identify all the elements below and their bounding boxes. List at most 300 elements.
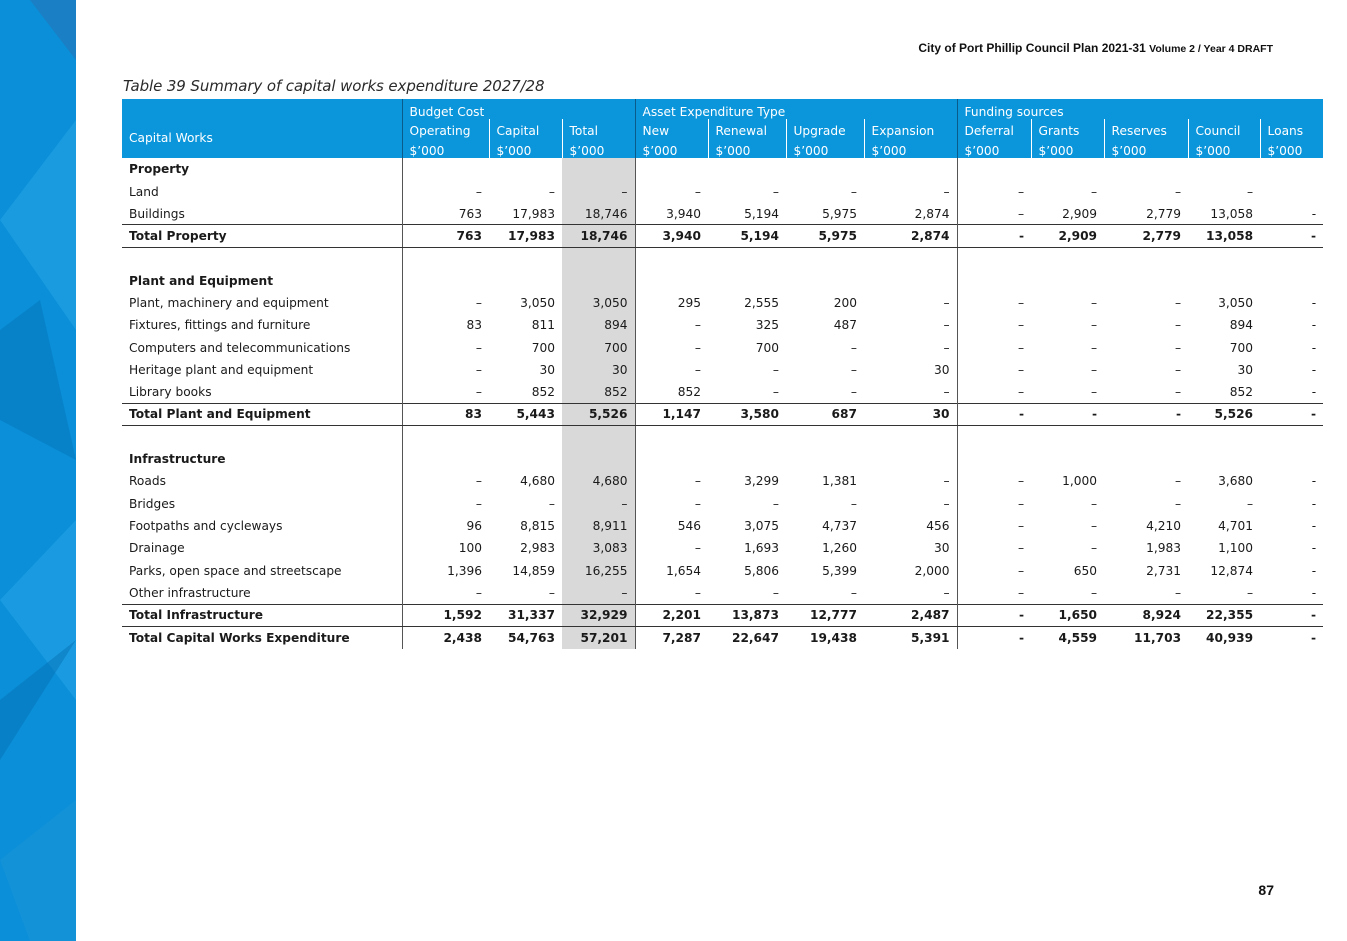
cell-value: – — [957, 359, 1031, 381]
cell-value: 31,337 — [489, 604, 562, 626]
row-label: Other infrastructure — [129, 585, 251, 600]
row-label: Drainage — [129, 541, 185, 556]
header-blank — [122, 99, 402, 119]
header-col-name: Upgrade — [786, 119, 864, 139]
cell-value: 30 — [934, 541, 950, 556]
cell-value: – — [943, 474, 950, 489]
cell-value: 16,255 — [562, 559, 635, 581]
row-label: Heritage plant and equipment — [129, 362, 314, 377]
cell-value: – — [1174, 362, 1182, 377]
cell-value: – — [1246, 585, 1254, 600]
cell-value: – — [402, 359, 489, 381]
cell-value: – — [635, 336, 708, 358]
row-label: Bridges — [129, 496, 176, 511]
cell-value: 295 — [635, 292, 708, 314]
table-row — [122, 537, 1323, 559]
cell-value — [786, 426, 864, 448]
row-label: Buildings — [129, 206, 185, 221]
cell-value: 18,746 — [562, 203, 635, 225]
cell-value: 30 — [539, 362, 555, 377]
cell-value: 700 — [531, 340, 555, 355]
cell-value: 200 — [833, 295, 857, 310]
cell-value: 2,731 — [1146, 563, 1182, 578]
header-col-name: Total — [562, 119, 635, 139]
table-row — [122, 381, 1323, 403]
cell-value: 1,650 — [1031, 604, 1104, 626]
cell-value — [1260, 158, 1323, 180]
cell-value: 4,680 — [520, 474, 555, 489]
cell-value: 811 — [531, 318, 555, 333]
cell-value: – — [957, 336, 1031, 358]
cell-value — [1188, 448, 1260, 470]
cell-value: - — [957, 403, 1031, 425]
row-label: Infrastructure — [129, 452, 226, 467]
table-row — [122, 336, 1323, 358]
cell-value: 11,703 — [1134, 630, 1182, 645]
cell-value — [864, 426, 957, 448]
cell-value: – — [1174, 184, 1182, 199]
table-body — [122, 158, 1323, 649]
cell-value: 2,983 — [520, 541, 555, 556]
cell-value: 2,487 — [864, 604, 957, 626]
cell-value — [489, 270, 562, 292]
cell-value: 852 — [1229, 384, 1254, 399]
cell-value — [957, 270, 1031, 292]
cell-value: 687 — [786, 403, 864, 425]
cell-value — [402, 448, 489, 470]
cell-value: 30 — [1237, 362, 1254, 377]
total-row — [122, 604, 1323, 626]
cell-value: 700 — [562, 336, 635, 358]
cell-value: 546 — [635, 515, 708, 537]
cell-value: – — [1090, 362, 1098, 377]
cell-value: – — [1174, 295, 1182, 310]
cell-value: 1,381 — [822, 474, 857, 489]
header-col-unit: $’000 — [864, 138, 957, 158]
cell-value: 1,100 — [1218, 541, 1254, 556]
cell-value: – — [635, 359, 708, 381]
cell-value — [489, 247, 562, 269]
cell-value: – — [850, 496, 857, 511]
cell-value: 57,201 — [562, 626, 635, 648]
row-label: Parks, open space and streetscape — [129, 563, 342, 578]
cell-value: - — [1311, 362, 1317, 377]
cell-value: 1,396 — [402, 559, 489, 581]
cell-value: 1,260 — [822, 541, 857, 556]
cell-value — [1260, 448, 1323, 470]
cell-value: – — [1174, 496, 1182, 511]
cell-value: 325 — [755, 318, 779, 333]
cell-value — [562, 448, 635, 470]
cell-value: 700 — [755, 340, 779, 355]
cell-value: 3,050 — [520, 295, 555, 310]
cell-value: 54,763 — [507, 630, 555, 645]
cell-value: - — [1311, 630, 1317, 645]
cell-value: 1,592 — [402, 604, 489, 626]
cell-value: – — [957, 180, 1031, 202]
cell-value: 22,355 — [1188, 604, 1260, 626]
cell-value: 5,526 — [562, 403, 635, 425]
cell-value: – — [402, 292, 489, 314]
cell-value: 2,779 — [1146, 206, 1182, 221]
cell-value: 12,777 — [786, 604, 864, 626]
cell-value: – — [402, 582, 489, 604]
cell-value: 852 — [562, 381, 635, 403]
cell-value: 30 — [934, 362, 950, 377]
cell-value: 2,000 — [914, 563, 950, 578]
header-col-name: Loans — [1260, 119, 1323, 139]
cell-value: 3,050 — [1218, 295, 1254, 310]
row-label: Plant and Equipment — [129, 273, 274, 288]
cell-value: – — [548, 585, 555, 600]
cell-value: 8,924 — [1104, 604, 1188, 626]
cell-value — [957, 426, 1031, 448]
cell-value: 3,940 — [635, 225, 708, 247]
cell-value: – — [850, 340, 857, 355]
cell-value: – — [402, 180, 489, 202]
cell-value: 14,859 — [512, 563, 555, 578]
cell-value: - — [1311, 295, 1317, 310]
cell-value: 5,975 — [786, 225, 864, 247]
cell-value — [708, 448, 786, 470]
row-label: Total Infrastructure — [122, 604, 402, 626]
cell-value: – — [957, 515, 1031, 537]
cell-value: – — [772, 585, 779, 600]
cell-value: – — [772, 362, 779, 377]
cell-value: – — [943, 496, 950, 511]
cell-value: – — [1090, 518, 1098, 533]
capital-works-table — [122, 99, 1323, 649]
cell-value: - — [1311, 206, 1317, 221]
cell-value — [1031, 448, 1104, 470]
cell-value: 17,983 — [512, 206, 555, 221]
header-col-name: Grants — [1031, 119, 1104, 139]
header-col-unit: $’000 — [708, 138, 786, 158]
cell-value — [402, 247, 489, 269]
cell-value: 7,287 — [635, 626, 708, 648]
table-row — [122, 359, 1323, 381]
header-col-unit: $’000 — [1031, 138, 1104, 158]
cell-value: 2,909 — [1031, 225, 1104, 247]
row-label: Computers and telecommunications — [129, 340, 351, 355]
header-col-name: Expansion — [864, 119, 957, 139]
cell-value: – — [943, 340, 950, 355]
cell-value: – — [1246, 496, 1254, 511]
cell-value: – — [562, 180, 635, 202]
cell-value: 30 — [864, 403, 957, 425]
cell-value: 13,058 — [1188, 225, 1260, 247]
cell-value: - — [1311, 384, 1317, 399]
cell-value: – — [635, 537, 708, 559]
header-col-name: Deferral — [957, 119, 1031, 139]
cell-value: - — [1260, 403, 1323, 425]
cell-value: - — [1260, 604, 1323, 626]
cell-value — [402, 158, 489, 180]
row-label: Land — [129, 184, 159, 199]
cell-value: - — [1311, 585, 1317, 600]
cell-value: 894 — [562, 314, 635, 336]
table-row — [122, 493, 1323, 515]
header-col-unit: $’000 — [957, 138, 1031, 158]
cell-value: - — [1104, 403, 1188, 425]
cell-value: 2,874 — [914, 206, 950, 221]
cell-value: 2,555 — [744, 295, 779, 310]
cell-value — [708, 158, 786, 180]
cell-value: – — [850, 184, 857, 199]
cell-value: 18,746 — [562, 225, 635, 247]
cell-value: – — [1174, 340, 1182, 355]
cell-value: – — [635, 582, 708, 604]
cell-value: 3,299 — [744, 474, 779, 489]
table-group-header-row — [122, 99, 1323, 119]
cell-value: – — [850, 384, 857, 399]
table-row — [122, 314, 1323, 336]
cell-value: – — [548, 184, 555, 199]
cell-value — [864, 448, 957, 470]
cell-value: – — [402, 381, 489, 403]
cell-value — [635, 426, 708, 448]
cell-value — [1260, 180, 1323, 202]
cell-value: 13,873 — [708, 604, 786, 626]
cell-value: 487 — [833, 318, 857, 333]
cell-value — [489, 426, 562, 448]
cell-value: 2,779 — [1104, 225, 1188, 247]
cell-value: – — [957, 381, 1031, 403]
cell-value — [1188, 270, 1260, 292]
side-band-pattern — [0, 0, 76, 941]
cell-value: – — [635, 493, 708, 515]
cell-value: – — [957, 292, 1031, 314]
cell-value: – — [943, 585, 950, 600]
cell-value: – — [402, 493, 489, 515]
cell-value — [1031, 426, 1104, 448]
cell-value: 4,701 — [1218, 518, 1254, 533]
row-label: Total Property — [122, 225, 402, 247]
cell-value: – — [957, 470, 1031, 492]
cell-value: 4,680 — [562, 470, 635, 492]
cell-value — [562, 270, 635, 292]
cell-value: - — [1311, 318, 1317, 333]
cell-value: – — [943, 184, 950, 199]
cell-value: – — [1174, 585, 1182, 600]
cell-value — [489, 158, 562, 180]
cell-value: - — [1311, 474, 1317, 489]
header-capital-works: Capital Works — [122, 119, 402, 158]
header-group-asset: Asset Expenditure Type — [635, 99, 957, 119]
row-label: Fixtures, fittings and furniture — [129, 318, 311, 333]
cell-value: – — [1090, 384, 1098, 399]
cell-value: – — [1090, 295, 1098, 310]
cell-value: 5,391 — [910, 630, 950, 645]
header-group-budget: Budget Cost — [402, 99, 635, 119]
cell-value: – — [562, 493, 635, 515]
cell-value: – — [562, 582, 635, 604]
cell-value: 1,654 — [635, 559, 708, 581]
cell-value: – — [402, 470, 489, 492]
cell-value: 4,737 — [822, 518, 857, 533]
cell-value: 2,438 — [402, 626, 489, 648]
cell-value: 5,443 — [489, 403, 562, 425]
cell-value — [1031, 270, 1104, 292]
table-row — [122, 203, 1323, 225]
header-col-unit: $’000 — [1188, 138, 1260, 158]
table-row — [122, 559, 1323, 581]
cell-value: – — [1090, 318, 1098, 333]
cell-value — [708, 426, 786, 448]
cell-value: 96 — [402, 515, 489, 537]
cell-value — [635, 270, 708, 292]
row-label: Total Plant and Equipment — [122, 403, 402, 425]
cell-value: 5,806 — [744, 563, 779, 578]
header-col-unit: $’000 — [402, 138, 489, 158]
cell-value: – — [1174, 384, 1182, 399]
cell-value — [1188, 426, 1260, 448]
table-column-name-row — [122, 119, 1323, 139]
cell-value: – — [402, 336, 489, 358]
cell-value: 12,874 — [1210, 563, 1254, 578]
row-label: Footpaths and cycleways — [129, 518, 283, 533]
cell-value — [562, 247, 635, 269]
cell-value: - — [1311, 496, 1317, 511]
cell-value: – — [850, 362, 857, 377]
cell-value — [1260, 247, 1323, 269]
header-col-name: Capital — [489, 119, 562, 139]
cell-value: 763 — [402, 203, 489, 225]
header-col-name: New — [635, 119, 708, 139]
cell-value: – — [1174, 474, 1182, 489]
cell-value: – — [957, 582, 1031, 604]
cell-value — [708, 247, 786, 269]
cell-value: 763 — [402, 225, 489, 247]
document-header — [918, 41, 1273, 55]
cell-value: – — [635, 470, 708, 492]
cell-value: 1,147 — [635, 403, 708, 425]
cell-value — [786, 448, 864, 470]
cell-value: 17,983 — [489, 225, 562, 247]
section-heading-row — [122, 448, 1323, 470]
cell-value: 4,559 — [1058, 630, 1098, 645]
cell-value: – — [1174, 318, 1182, 333]
cell-value: – — [943, 318, 950, 333]
header-col-unit: $’000 — [1104, 138, 1188, 158]
cell-value: 13,058 — [1210, 206, 1254, 221]
cell-value: - — [957, 225, 1031, 247]
row-label — [122, 426, 402, 448]
table-title: Table 39 Summary of capital works expenditure 2027/28 — [123, 77, 545, 95]
cell-value: – — [635, 314, 708, 336]
cell-value: – — [957, 537, 1031, 559]
section-heading-row — [122, 158, 1323, 180]
cell-value: – — [772, 384, 779, 399]
cell-value — [708, 270, 786, 292]
cell-value: – — [1090, 496, 1098, 511]
cell-value — [1260, 270, 1323, 292]
cell-value: 32,929 — [562, 604, 635, 626]
cell-value — [635, 158, 708, 180]
row-label: Total Capital Works Expenditure — [129, 630, 350, 645]
cell-value — [1104, 270, 1188, 292]
cell-value: - — [1311, 518, 1317, 533]
header-col-unit: $’000 — [489, 138, 562, 158]
cell-value — [957, 158, 1031, 180]
cell-value: – — [1246, 184, 1254, 199]
section-heading-row — [122, 270, 1323, 292]
header-col-unit: $’000 — [562, 138, 635, 158]
page-number: 87 — [1258, 882, 1274, 898]
cell-value: – — [772, 496, 779, 511]
total-row — [122, 626, 1323, 648]
row-label: Property — [129, 162, 190, 177]
header-col-unit: $’000 — [635, 138, 708, 158]
cell-value: - — [1311, 563, 1317, 578]
cell-value: 3,680 — [1218, 474, 1254, 489]
document-title: City of Port Phillip Council Plan 2021-31 — [918, 41, 1146, 55]
cell-value: 30 — [562, 359, 635, 381]
cell-value: 22,647 — [731, 630, 779, 645]
table-row — [122, 515, 1323, 537]
cell-value: 5,975 — [822, 206, 857, 221]
cell-value: 8,815 — [520, 518, 555, 533]
cell-value: 700 — [1229, 340, 1254, 355]
cell-value: 5,194 — [744, 206, 779, 221]
cell-value — [1188, 158, 1260, 180]
cell-value — [1104, 247, 1188, 269]
cell-value: - — [1031, 403, 1104, 425]
cell-value — [1031, 247, 1104, 269]
cell-value — [635, 448, 708, 470]
cell-value: 1,693 — [744, 541, 779, 556]
cell-value: 2,201 — [635, 604, 708, 626]
table-row — [122, 470, 1323, 492]
document-volume: Volume 2 / Year 4 DRAFT — [1149, 43, 1273, 55]
cell-value: 4,210 — [1146, 518, 1182, 533]
cell-value — [489, 448, 562, 470]
cell-value — [1188, 247, 1260, 269]
cell-value: – — [957, 559, 1031, 581]
cell-value: – — [635, 180, 708, 202]
cell-value: 3,050 — [562, 292, 635, 314]
cell-value: – — [957, 493, 1031, 515]
cell-value: 5,194 — [708, 225, 786, 247]
cell-value: 83 — [402, 314, 489, 336]
cell-value: 1,983 — [1146, 541, 1182, 556]
cell-value: 2,874 — [864, 225, 957, 247]
cell-value — [1104, 158, 1188, 180]
header-col-unit: $’000 — [786, 138, 864, 158]
cell-value — [864, 247, 957, 269]
cell-value — [402, 270, 489, 292]
cell-value: 83 — [402, 403, 489, 425]
cell-value — [864, 270, 957, 292]
cell-value: 3,075 — [744, 518, 779, 533]
total-row — [122, 225, 1323, 247]
cell-value: 3,083 — [562, 537, 635, 559]
cell-value: 1,000 — [1062, 474, 1098, 489]
header-col-name: Renewal — [708, 119, 786, 139]
cell-value: 100 — [402, 537, 489, 559]
cell-value — [957, 247, 1031, 269]
table-row — [122, 292, 1323, 314]
cell-value: 8,911 — [562, 515, 635, 537]
spacer-row — [122, 426, 1323, 448]
cell-value: 852 — [531, 384, 555, 399]
header-col-name: Operating — [402, 119, 489, 139]
cell-value — [786, 158, 864, 180]
cell-value: – — [1090, 541, 1098, 556]
cell-value: - — [1311, 541, 1317, 556]
cell-value — [1260, 426, 1323, 448]
cell-value — [1031, 158, 1104, 180]
